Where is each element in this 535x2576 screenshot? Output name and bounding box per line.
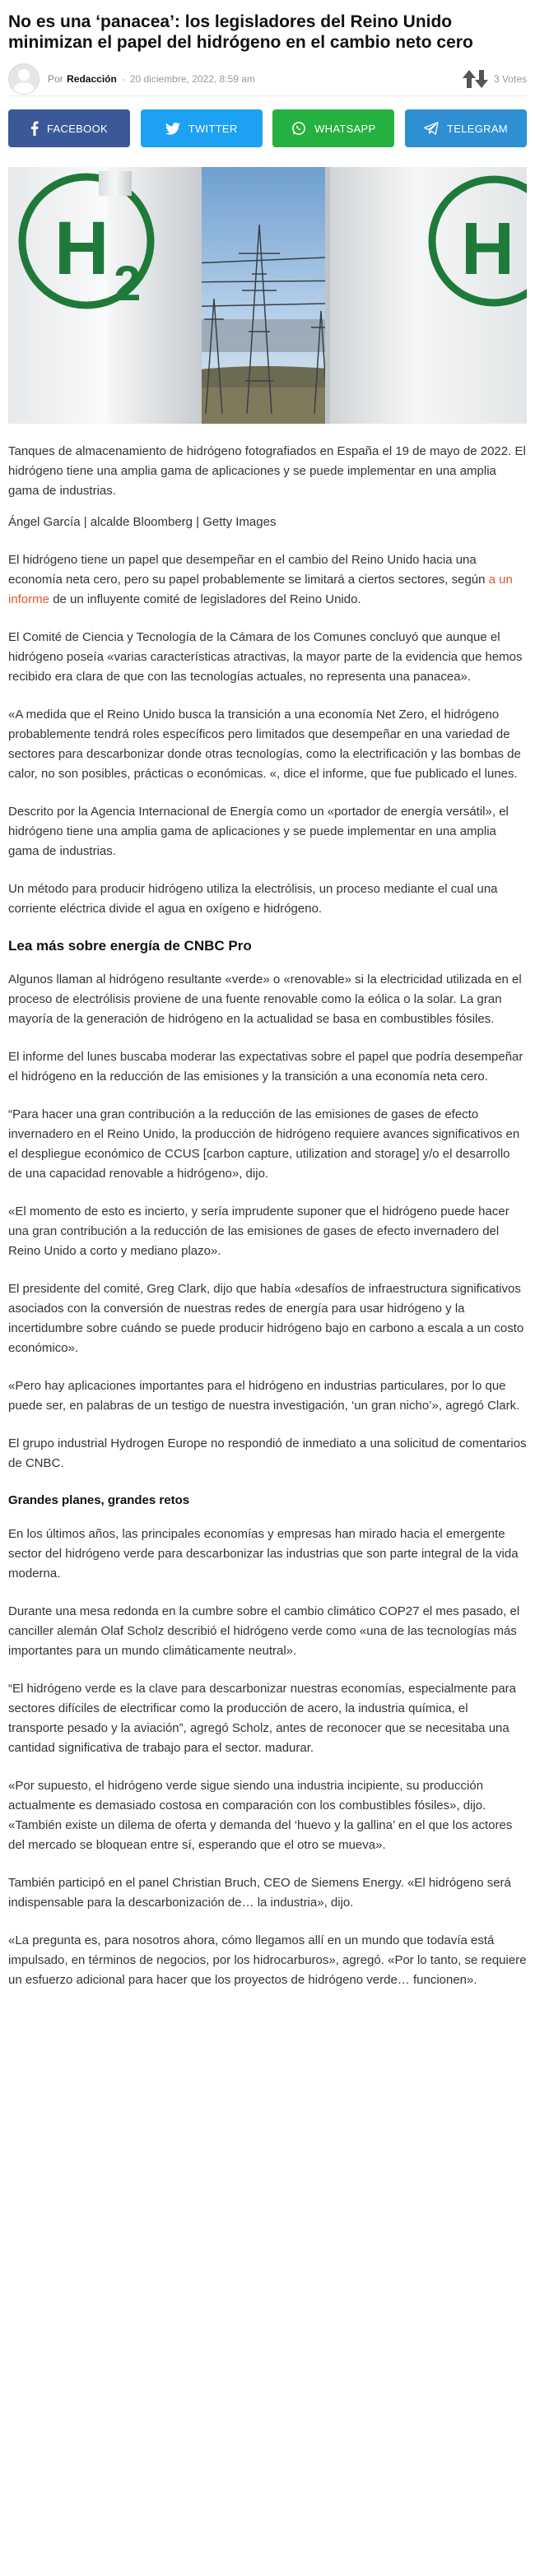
twitter-icon (165, 123, 180, 135)
h2-label-h: H (54, 207, 109, 290)
paragraph-15: “El hidrógeno verde es la clave para descarbonizar nuestras economías, especialmente para sectores difíciles de electrificar como la producción de acero, la industria química, el transporte pesado y la aviación”, agregó Scholz, antes de reconocer que se necesitaba una cantidad significativa de trabajo para el sector. madurar. (8, 1682, 517, 1755)
author-name[interactable]: Redacción (67, 73, 117, 85)
publish-date: 20 diciembre, 2022, 8:59 am (129, 73, 255, 85)
paragraph-12: El grupo industrial Hydrogen Europe no respondió de inmediato a una solicitud de comentarios de CNBC. (8, 1437, 527, 1470)
downvote-icon[interactable] (475, 80, 488, 88)
paragraph-11: «Pero hay aplicaciones importantes para el hidrógeno en industrias particulares, por lo que puede ser, en palabras de un testigo de nuestra investigación, ‘un gran nicho’», agregó Clark. (8, 1379, 520, 1413)
vote-arrows-icon[interactable] (461, 68, 489, 90)
facebook-icon (30, 121, 39, 136)
whatsapp-label: WHATSAPP (314, 122, 376, 135)
hydrogen-tanks-photo (8, 167, 527, 424)
paragraph-18: «La pregunta es, para nosotros ahora, cómo llegamos allí en un mundo que todavía está impulsado, en términos de negocios, por los hidrocarburos», agregó. «Por lo tanto, se requiere un esfuerzo adicional para hacer que los proyectos de hidrógeno verde… funcionen». (8, 1933, 527, 1987)
p1-text-after: de un influyente comité de legisladores del Reino Unido. (49, 592, 361, 606)
twitter-label: TWITTER (188, 122, 238, 135)
meta-separator: - (121, 73, 125, 85)
author-avatar[interactable] (8, 63, 40, 95)
paragraph-13: En los últimos años, las principales economías y empresas han mirado hacia el emergente sector del hidrógeno verde para descarbonizar las industrias que son parte integral de la vida moderna. (8, 1527, 519, 1580)
paragraph-5: Un método para producir hidrógeno utiliza la electrólisis, un proceso mediante el cual una corriente eléctrica divide el agua en oxígeno e hidrógeno. (8, 882, 498, 916)
paragraph-9: «El momento de esto es incierto, y sería imprudente suponer que el hidrógeno puede hacer una gran contribución a la reducción de las emisiones de gases de efecto invernadero del Reino Unido a corto y mediano plazo». (8, 1204, 509, 1258)
share-facebook-button[interactable] (8, 109, 130, 147)
section-heading-goals: Grandes planes, grandes retos (8, 1493, 190, 1507)
paragraph-14: Durante una mesa redonda en la cumbre sobre el cambio climático COP27 el mes pasado, el canciller alemán Olaf Scholz describió el hidrógeno verde como «una de las tecnologías más importantes para un mundo climáticamente neutral». (8, 1604, 520, 1658)
paragraph-6: Algunos llaman al hidrógeno resultante «verde» o «renovable» si la electricidad utilizada en el proceso de electrólisis proviene de una fuente renovable como la eólica o la solar. La gran mayoría de la generación de hidrógeno en la actualidad se basa en combustibles fósiles. (8, 972, 522, 1026)
vote-count: 3 Votes (493, 73, 527, 85)
paragraph-3: «A medida que el Reino Unido busca la transición a una economía Net Zero, el hidrógeno probablemente tendrá roles específicos pero limitados que desempeñar en una variedad de sectores para descarbonizar donde otras tecnologías, como la electrificación y las bombas de calor, no son posibles, prácticas o económicas. «, dice el informe, que fue publicado el lunes. (8, 708, 521, 781)
hero-image (8, 167, 527, 424)
share-twitter-button[interactable] (141, 109, 263, 147)
share-telegram-button[interactable] (405, 109, 527, 147)
share-whatsapp-button[interactable] (272, 109, 394, 147)
article-container (8, 0, 527, 1990)
avatar-head (18, 69, 30, 81)
avatar-body (13, 82, 35, 95)
paragraph-17: También participó en el panel Christian Bruch, CEO de Siemens Energy. «El hidrógeno será indispensable para la descarbonización de… la industria», dijo. (8, 1876, 511, 1910)
article-meta (8, 63, 527, 96)
paragraph-2: El Comité de Ciencia y Tecnología de la Cámara de los Comunes concluyó que aunque el hidrógeno poseía «varias características atractivas, la mayor parte de la evidencia que hemos recibido era clara de que con las tecnologías actuales, no representa una panacea». (8, 630, 523, 684)
h2-label-right: H (461, 208, 514, 290)
h2-label-sub: 2 (114, 256, 142, 311)
whatsapp-icon (291, 121, 306, 136)
by-label: Por (48, 73, 63, 85)
image-credit: Ángel García | alcalde Bloomberg | Getty Images (8, 515, 277, 529)
paragraph-4: Descrito por la Agencia Internacional de Energía como un «portador de energía versátil», el hidrógeno tiene una amplia gama de aplicaciones y se puede implementar en una amplia gama de industrias. (8, 805, 509, 858)
paragraph-10: El presidente del comité, Greg Clark, dijo que había «desafíos de infraestructura significativos asociados con la conversión de nuestras redes de energía para usar hidrógeno y la incertidumbre sobre cuándo se puede producir hidrógeno bajo en carbono a escala a un costo económico». (8, 1282, 524, 1355)
telegram-label: TELEGRAM (447, 122, 508, 135)
telegram-icon (424, 122, 439, 135)
report-link[interactable]: a un informe (8, 573, 513, 606)
paragraph-1 (8, 550, 527, 610)
section-heading-more: Lea más sobre energía de CNBC Pro (8, 938, 252, 954)
upvote-icon[interactable] (463, 70, 476, 78)
p1-text-before: El hidrógeno tiene un papel que desempeñar en el cambio del Reino Unido hacia una economía neta cero, pero su papel probablemente se limitará a ciertos sectores, según (8, 553, 489, 587)
paragraph-16: «Por supuesto, el hidrógeno verde sigue siendo una industria incipiente, su producción actualmente es demasiado costosa en comparación con los combustibles fósiles», dijo. «También existe un dilema de oferta y demanda del ‘huevo y la gallina’ en el que los actores del mercado se bloquean entre sí, esperando que el otro se mueva». (8, 1779, 513, 1852)
image-caption: Tanques de almacenamiento de hidrógeno fotografiados en España el 19 de mayo de 2022. El hidrógeno tiene una amplia gama de aplicaciones y se puede implementar en una amplia gama de industrias. (8, 444, 526, 498)
paragraph-8: “Para hacer una gran contribución a la reducción de las emisiones de gases de efecto invernadero en el Reino Unido, la producción de hidrógeno requiere avances significativos en el despliegue económico de CCUS [carbon capture, utilization and storage] y/o el desarrollo de una capacidad renovable a hidrógeno», dijo. (8, 1107, 520, 1181)
share-bar (8, 109, 527, 147)
vote-widget[interactable] (461, 68, 527, 90)
facebook-label: FACEBOOK (47, 122, 108, 135)
paragraph-7: El informe del lunes buscaba moderar las expectativas sobre el papel que podría desempeñar el hidrógeno en la reducción de las emisiones y la transición a una economía neta cero. (8, 1050, 523, 1084)
article-title: No es una ‘panacea’: los legisladores del Reino Unido minimizan el papel del hidrógeno en el cambio neto cero (8, 12, 473, 52)
